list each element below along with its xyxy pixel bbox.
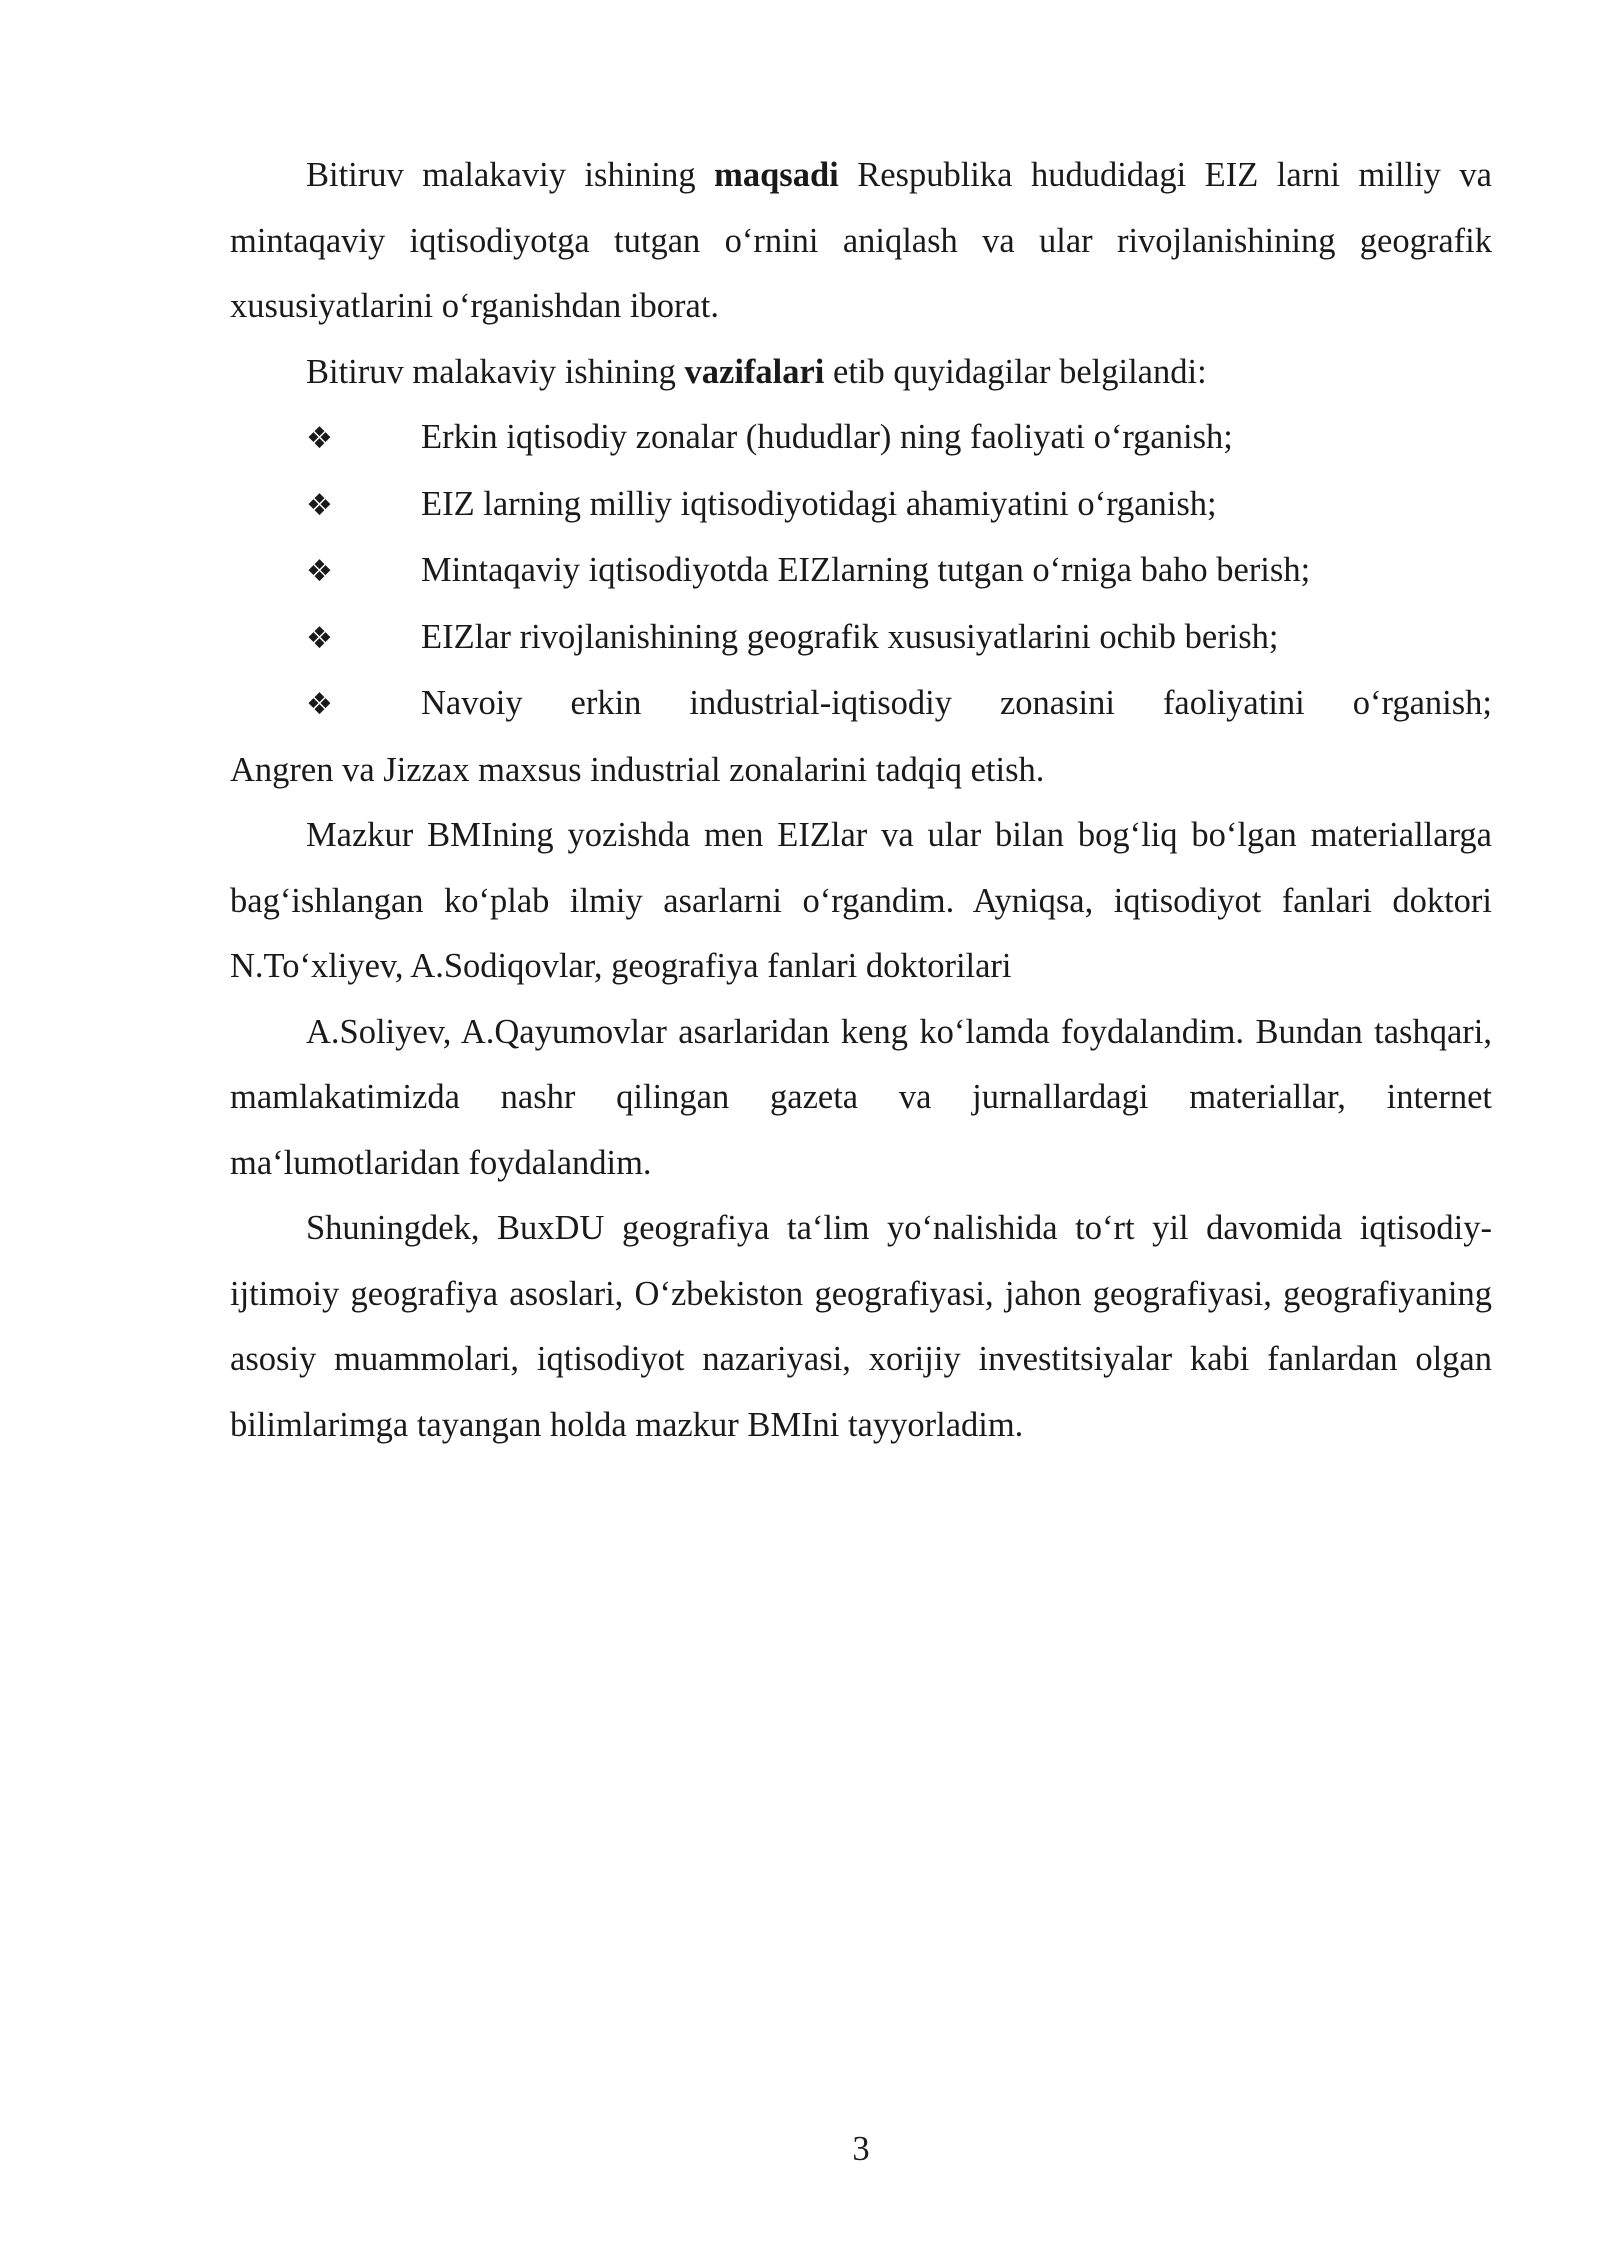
- document-page: [230, 143, 1492, 1458]
- list-item-text: Erkin iqtisodiy zonalar (hududlar) ning faoliyati o‘rganish;: [421, 418, 1233, 456]
- paragraph-goal-lead: Bitiruv malakaviy ishining: [306, 156, 715, 194]
- list-item-text: EIZ larning milliy iqtisodiyotidagi ahamiyatini o‘rganish;: [421, 484, 1217, 523]
- paragraph-tasks-lead: Bitiruv malakaviy ishining: [306, 352, 685, 391]
- paragraph-sources: A.Soliyev, A.Qayumovlar asarlaridan keng ko‘lamda foydalandim. Bundan tashqari, mamlakatimizda nashr qilingan gazeta va jurnallardagi materiallar, internet ma‘lumotlaridan foydalandim.: [230, 1012, 1492, 1182]
- paragraph-goal-rest: Respublika hududidagi EIZ larni milliy va mintaqaviy iqtisodiyotga tutgan o‘rnini aniqlash va ular rivojlanishining geografik xususiyatlarini o‘rganishdan iborat.: [230, 156, 1492, 325]
- paragraph-goal: [230, 143, 1492, 340]
- page-number: 3: [852, 2130, 870, 2168]
- list-item-text: Mintaqaviy iqtisodiyotda EIZlarning tutgan o‘rniga baho berish;: [421, 551, 1311, 589]
- tasks-keyword: vazifalari: [684, 352, 825, 391]
- list-item: [230, 538, 1492, 605]
- list-item: [230, 405, 1492, 472]
- paragraph-tasks-intro: [230, 340, 1492, 406]
- list-item: [230, 472, 1492, 539]
- diamond-bullet-icon: ❖: [306, 554, 333, 589]
- list-item-text: Navoiy erkin industrial-iqtisodiy zonasini faoliyatini o‘rganish;: [421, 684, 1492, 722]
- diamond-bullet-icon: ❖: [306, 421, 333, 456]
- diamond-bullet-icon: ❖: [306, 687, 333, 722]
- paragraph-tasks-rest: etib quyidagilar belgilandi:: [824, 352, 1207, 391]
- diamond-bullet-icon: ❖: [306, 620, 333, 656]
- goal-keyword: maqsadi: [714, 156, 839, 194]
- paragraph-literature: Mazkur BMIning yozishda men EIZlar va ular bilan bog‘liq bo‘lgan materiallarga bag‘ishlangan ko‘plab ilmiy asarlarni o‘rgandim. Ayniqsa, iqtisodiyot fanlari doktori N.To‘xliyev, A.Sodiqovlar, geografiya fanlari doktorilari: [230, 816, 1492, 985]
- paragraph-conclusion: Shuningdek, BuxDU geografiya ta‘lim yo‘nalishida to‘rt yil davomida iqtisodiy-ijtimoiy geografiya asoslari, O‘zbekiston geografiyasi, jahon geografiyasi, geografiyaning asosiy muammolari, iqtisodiyot nazariyasi, xorijiy investitsiyalar kabi fanlardan olgan bilimlarimga tayangan holda mazkur BMIni tayyorladim.: [230, 1209, 1492, 1444]
- diamond-bullet-icon: ❖: [306, 487, 333, 523]
- list-item: [230, 605, 1492, 672]
- list-item-continuation: Angren va Jizzax maxsus industrial zonalarini tadqiq etish.: [230, 750, 1045, 789]
- list-item: [230, 671, 1492, 738]
- list-item-text: EIZlar rivojlanishining geografik xususiyatlarini ochib berish;: [421, 617, 1279, 656]
